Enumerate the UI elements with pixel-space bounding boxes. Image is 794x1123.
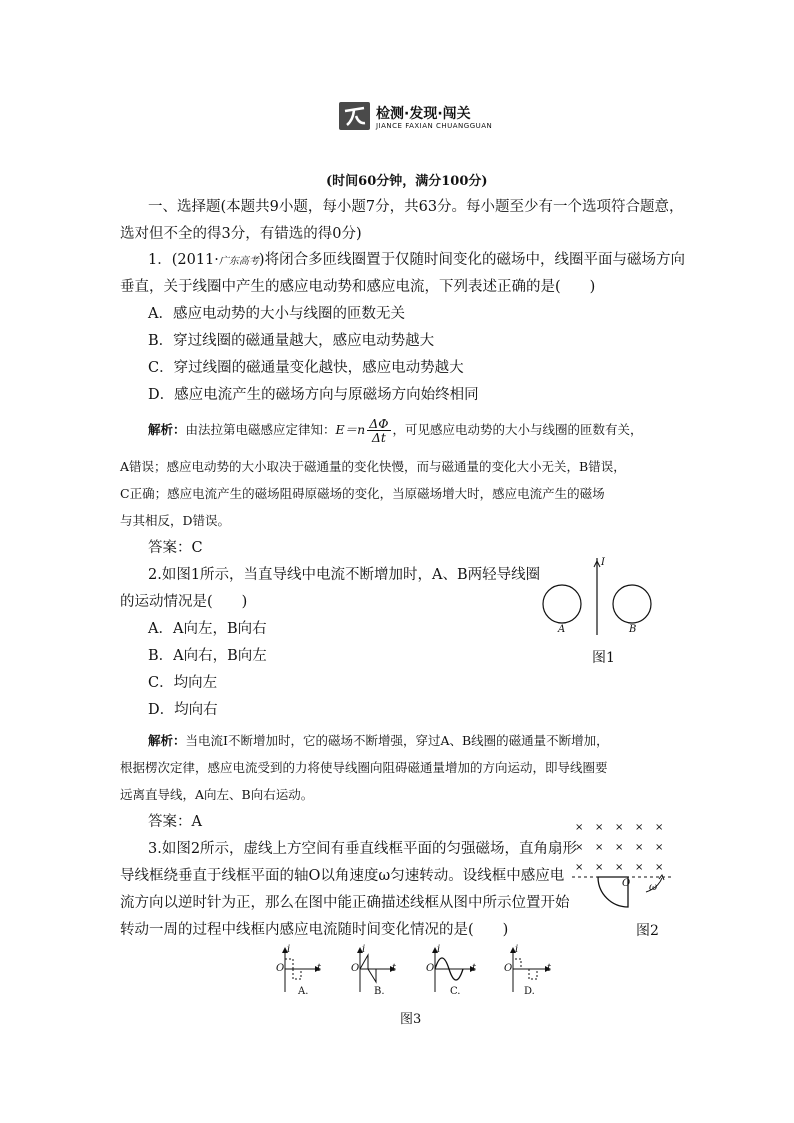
field-mark-icon: × bbox=[575, 862, 584, 873]
graph-a-label: A. bbox=[298, 986, 309, 997]
field-mark-icon: × bbox=[635, 822, 644, 833]
graph-b-o: O bbox=[351, 963, 360, 974]
graph-c-o: O bbox=[426, 963, 435, 974]
coil-a bbox=[543, 585, 581, 623]
q2-option-a: A．A向左，B向右 bbox=[148, 621, 267, 637]
graph-b-label: B. bbox=[374, 986, 385, 997]
field-mark-icon: × bbox=[595, 862, 604, 873]
q1-option-d: D．感应电流产生的磁场方向与原磁场方向始终相同 bbox=[148, 387, 479, 403]
q3-stem-line1: 3.如图2所示，虚线上方空间有垂直线框平面的匀强磁场，直角扇形 bbox=[148, 841, 578, 857]
field-mark-icon: × bbox=[635, 842, 644, 853]
fig2-omega-label: ω bbox=[649, 882, 658, 893]
q2-solution-line3: 远离直导线，A向左、B向右运动。 bbox=[120, 787, 314, 802]
q2-solution-line1: 解析：当电流I不断增加时，它的磁场不断增强，穿过A、B线圈的磁通量不断增加， bbox=[148, 733, 609, 748]
time-note: (时间60分钟，满分100分) bbox=[326, 174, 488, 189]
fig1-a-label: A bbox=[558, 624, 566, 635]
q1-option-c: C．穿过线圈的磁通量变化越快，感应电动势越大 bbox=[148, 360, 464, 376]
graph-b-t: t bbox=[392, 963, 397, 974]
graph-a-i: i bbox=[287, 944, 291, 955]
graph-c-label: C. bbox=[450, 986, 461, 997]
graph-a-o: O bbox=[276, 963, 285, 974]
graph-d-o: O bbox=[504, 963, 513, 974]
q2-option-c: C．均向左 bbox=[148, 675, 218, 691]
q3-stem-line2: 导线框绕垂直于线框平面的轴O以角速度ω匀速转动。设线框中感应电 bbox=[120, 868, 565, 884]
q2-solution-line2: 根据楞次定律，感应电流受到的力将使导线圈向阻碍磁通量增加的方向运动，即导线圈要 bbox=[120, 760, 608, 775]
fig3-caption: 图3 bbox=[400, 1012, 422, 1027]
q2-answer: 答案：A bbox=[148, 814, 202, 830]
q1-solution-line2: A错误；感应电动势的大小取决于磁通量的变化快慢，而与磁通量的变化大小无关，B错误， bbox=[120, 459, 626, 474]
q3-stem-line4: 转动一周的过程中线框内感应电流随时间变化情况的是( ) bbox=[120, 922, 509, 938]
q3-stem-line3: 流方向以逆时针为正，那么在图中能正确描述线框从图中所示位置开始 bbox=[120, 895, 570, 911]
field-mark-icon: × bbox=[615, 842, 624, 853]
q1-stem-line2: 垂直，关于线圈中产生的感应电动势和感应电流，下列表述正确的是( ) bbox=[120, 279, 596, 295]
q2-stem-line2: 的运动情况是( ) bbox=[120, 594, 248, 610]
field-mark-icon: × bbox=[615, 862, 624, 873]
graph-b-i: i bbox=[362, 944, 366, 955]
graph-c-t: t bbox=[472, 963, 477, 974]
q1-stem-line1: 1．(2011·广东高考)将闭合多匝线圈置于仅随时间变化的磁场中，线圈平面与磁场方向 bbox=[148, 252, 686, 268]
q1-source: 广东高考 bbox=[218, 256, 259, 267]
figure3-graphs bbox=[265, 942, 565, 1002]
q1-solution-line4: 与其相反，D错误。 bbox=[120, 513, 231, 528]
field-mark-icon: × bbox=[595, 842, 604, 853]
field-mark-icon: × bbox=[655, 862, 664, 873]
coil-b bbox=[613, 585, 651, 623]
graph-c-i: i bbox=[437, 944, 441, 955]
header-title: 检测·发现·闯关 bbox=[376, 106, 471, 122]
field-mark-icon: × bbox=[575, 842, 584, 853]
fig2-axis-label: O bbox=[622, 878, 631, 889]
q2-option-b: B．A向右，B向左 bbox=[148, 648, 267, 664]
q1-formula: $\frac{\Delta\Phi}{\Delta t}$ bbox=[369, 416, 389, 445]
q1-option-b: B．穿过线圈的磁通量越大，感应电动势越大 bbox=[148, 333, 435, 349]
fig2-caption: 图2 bbox=[636, 923, 659, 939]
q2-option-d: D．均向右 bbox=[148, 702, 218, 718]
field-mark-icon: × bbox=[655, 842, 664, 853]
q1-option-a: A．感应电动势的大小与线圈的匝数无关 bbox=[148, 306, 405, 322]
section-heading-line1: 一、选择题(本题共9小题，每小题7分，共63分。每小题至少有一个选项符合题意， bbox=[148, 199, 684, 215]
fig1-b-label: B bbox=[629, 624, 637, 635]
field-mark-icon: × bbox=[575, 822, 584, 833]
q2-stem-line1: 2.如图1所示，当直导线中电流不断增加时，A、B两轻导线圈 bbox=[148, 567, 541, 583]
graph-d-i: i bbox=[515, 944, 519, 955]
q1-solution-line1: 解析：由法拉第电磁感应定律知：E＝n $\frac{\Delta\Phi}{\Delta t}$ ，可见感应电动势的大小与线圈的匝数有关， bbox=[148, 416, 643, 445]
graph-a-t: t bbox=[317, 963, 322, 974]
fig1-current-label: I bbox=[601, 557, 605, 568]
field-mark-icon: × bbox=[595, 822, 604, 833]
q1-answer: 答案：C bbox=[148, 540, 203, 556]
graph-d-label: D. bbox=[524, 986, 535, 997]
field-mark-icon: × bbox=[615, 822, 624, 833]
header-subtitle: JIANCE FAXIAN CHUANGGUAN bbox=[376, 122, 493, 130]
figure2-diagram bbox=[570, 870, 675, 915]
field-mark-icon: × bbox=[635, 862, 644, 873]
logo-icon bbox=[339, 102, 370, 130]
graph-d-t: t bbox=[547, 963, 552, 974]
q1-solution-line3: C正确；感应电流产生的磁场阻碍原磁场的变化，当原磁场增大时，感应电流产生的磁场 bbox=[120, 486, 605, 501]
field-mark-icon: × bbox=[655, 822, 664, 833]
fig1-caption: 图1 bbox=[592, 650, 615, 666]
section-heading-line2: 选对但不全的得3分，有错选的得0分) bbox=[120, 226, 362, 242]
